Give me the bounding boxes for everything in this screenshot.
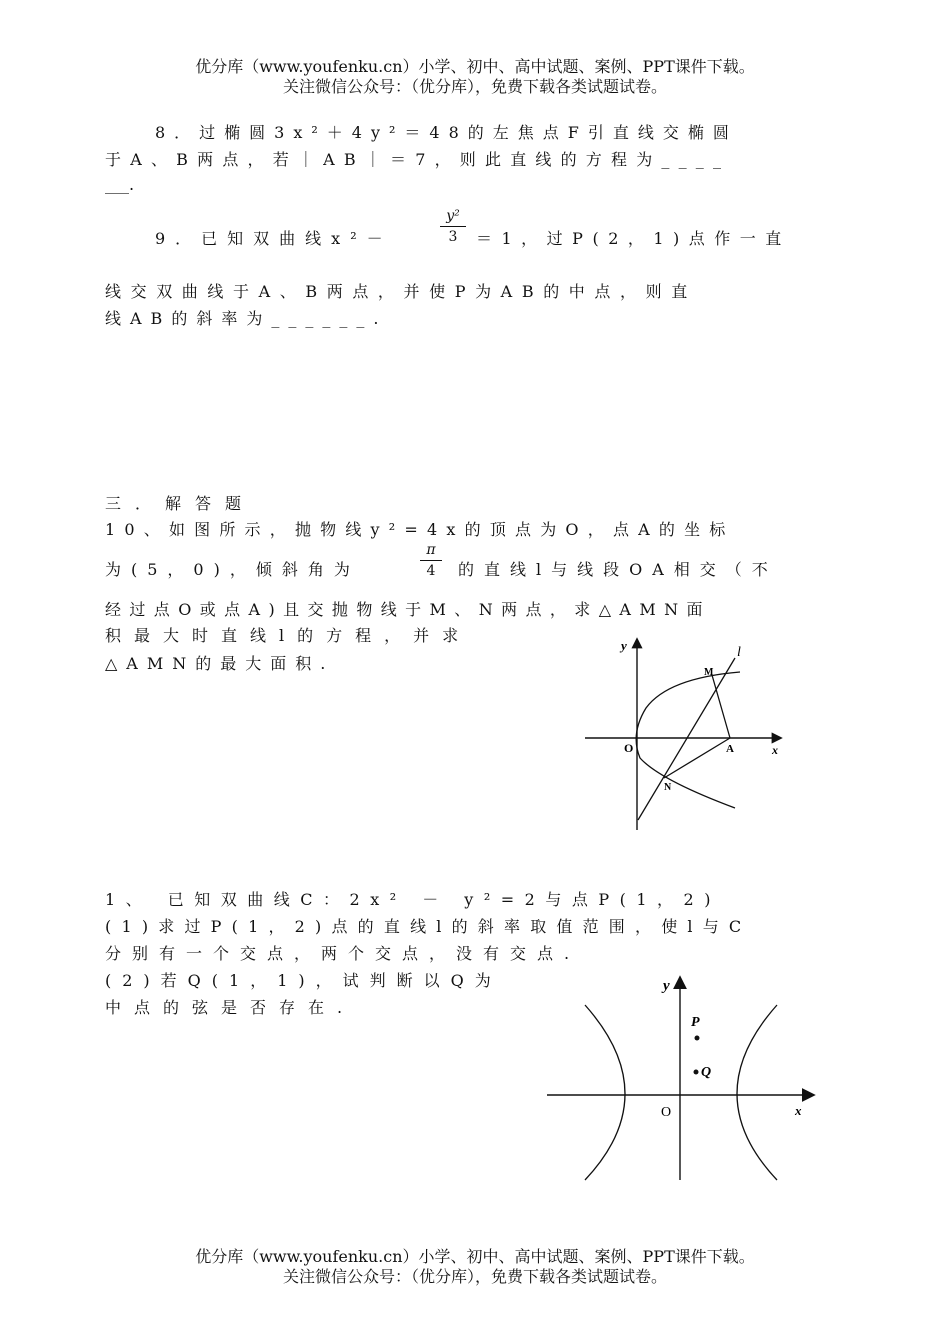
q1-line-4: (2)若Q(1，1)，试判断以Q为 — [105, 971, 502, 990]
q8-line-2: 于A、B两点，若｜AB｜＝7，则此直线的方程为____ — [105, 150, 731, 169]
segment-NA — [664, 738, 730, 778]
fig2-x-label: x — [795, 1103, 802, 1118]
q10-frac-den: 4 — [426, 563, 436, 579]
q8-line-1: 8．过椭圆3x²＋4y²＝48的左焦点F引直线交椭圆 — [155, 123, 738, 142]
fig2-P-label: P — [691, 1015, 700, 1030]
fig1-x-label: x — [772, 743, 778, 757]
q10-line-5: △AMN的最大面积. — [105, 654, 335, 673]
q9-frac-num: y² — [446, 208, 460, 224]
q10-line-2a: 为(5，0)，倾斜角为 — [105, 560, 360, 579]
q10-line-1: 10、如图所示，抛物线y²=4x的顶点为O，点A的坐标 — [105, 520, 735, 539]
parabola-figure — [580, 630, 800, 835]
fig1-A-label: A — [726, 743, 734, 755]
fig2-Q-label: Q — [701, 1065, 712, 1080]
q9-line-1a: 9．已知双曲线x²－ — [155, 229, 393, 248]
q9-fraction — [440, 208, 466, 245]
q1-line-1: 1、 已知双曲线C：2x² － y²=2与点P(1，2) — [105, 890, 721, 909]
q1-line-5: 中点的弦是否存在. — [105, 998, 356, 1017]
q9-line-3: 线AB的斜率为______. — [105, 309, 388, 328]
q10-frac-num: π — [426, 542, 436, 558]
q9-line-2: 线交双曲线于A、B两点，并使P为AB的中点，则直 — [105, 282, 697, 301]
fig1-O-label: O — [624, 741, 634, 755]
hyperbola-left-branch — [585, 1005, 625, 1180]
q1-line-3: 分别有一个交点，两个交点，没有交点. — [105, 944, 581, 963]
point-P — [695, 1036, 700, 1041]
hyperbola-figure — [545, 970, 825, 1185]
fig2-y-label: y — [663, 978, 670, 994]
fig1-l-label: l — [737, 645, 741, 660]
header-line-2: 关注微信公众号：（优分库），免费下载各类试题试卷。 — [282, 77, 667, 96]
q9-frac-den: 3 — [448, 229, 458, 245]
q10-line-2b: 的直线l与线段OA相交（不 — [458, 560, 778, 579]
section-3-title: 三．解答题 — [105, 494, 256, 513]
q10-line-3: 经过点O或点A)且交抛物线于M、N两点，求△AMN面 — [105, 600, 711, 619]
parabola-curve — [636, 672, 740, 808]
q9-line-1b: ＝1，过P(2，1)点作一直 — [476, 229, 791, 248]
segment-MA — [712, 675, 730, 738]
q10-fraction — [420, 542, 442, 579]
fig2-O-label: O — [661, 1105, 672, 1120]
footer-line-1: 优分库（www.youfenku.cn）小学、初中、高中试题、案例、PPT课件下载。 — [195, 1247, 755, 1266]
hyperbola-right-branch — [737, 1005, 777, 1180]
q10-line-4: 积最大时直线l的方程，并求 — [105, 626, 472, 645]
fig1-N-label: N — [664, 782, 672, 793]
header-line-1: 优分库（www.youfenku.cn）小学、初中、高中试题、案例、PPT课件下载。 — [195, 57, 755, 76]
footer-line-2: 关注微信公众号：（优分库），免费下载各类试题试卷。 — [282, 1267, 667, 1286]
q1-line-2: (1)求过P(1，2)点的直线l的斜率取值范围，使l与C — [105, 917, 752, 936]
q8-line-3: ___. — [105, 175, 135, 194]
fig1-y-label: y — [621, 638, 627, 653]
point-Q — [694, 1070, 699, 1075]
fig1-M-label: M — [704, 667, 714, 678]
